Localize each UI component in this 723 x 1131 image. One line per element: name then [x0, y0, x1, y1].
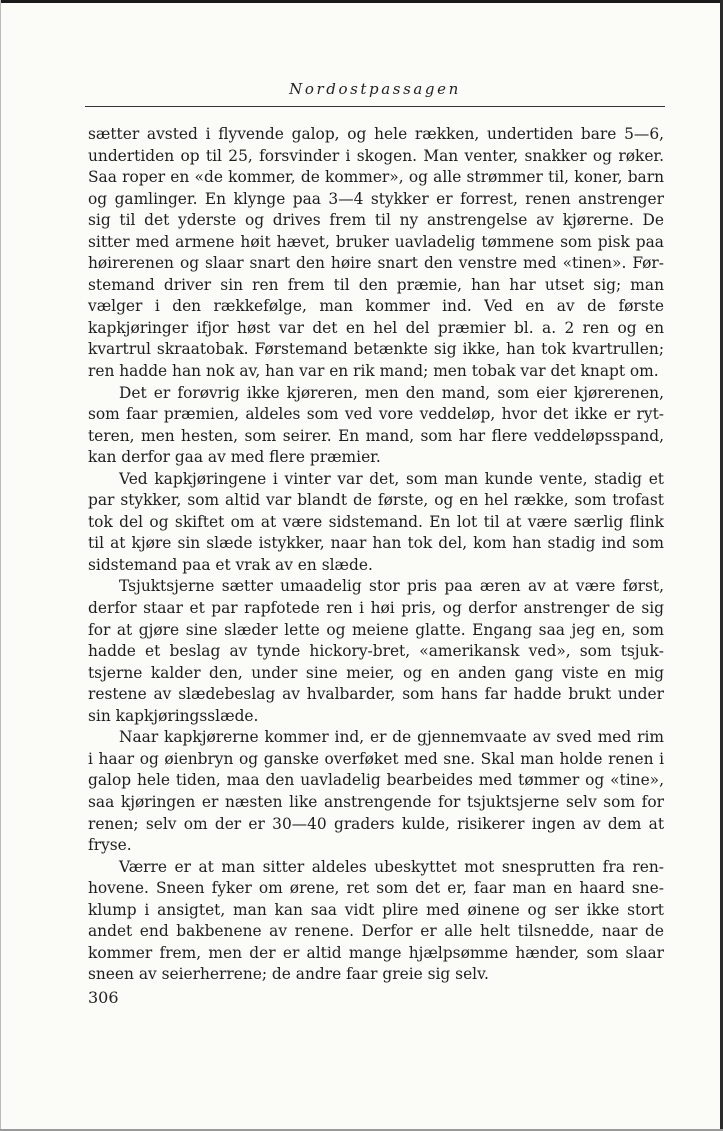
paragraph: Naar kapkjørerne kommer ind, er de gjennemvaate av sved med rim i haar og øienbryn og ganske overføket med sne. Skal man holde renen i galop hele tiden, maa den uavladelig bearbeides med tømmer og «tine», saa kjøringen er næsten like anstrengende for tsjuktsjerne selv som for renen; selv om der er 30—40 graders kulde, risikerer ingen av dem at fryse. — [88, 728, 664, 855]
running-header: Nordostpassagen — [289, 80, 461, 98]
paragraph: Tsjuktsjerne sætter umaadelig stor pris paa æren av at være først, derfor staar et par rapfotede ren i høi pris, og derfor anstrenger de sig for at gjøre sine slæder lette og meiene glatte. Engang saa jeg en, som hadde et beslag av tynde hickory-bret, «amerikansk ved», som tsjuktsjerne kalder den, under sine meier, og en anden gang viste en mig restene av slædebeslag av hvalbarder, som hans far hadde brukt under sin kapkjøringsslæde. — [88, 577, 664, 725]
paragraph: Det er forøvrig ikke kjøreren, men den mand, som eier kjørerenen, som faar præmien, aldeles som ved vore veddeløp, hvor det ikke er rytteren, men hesten, som seirer. En mand, som har flere veddeløpsspand, kan derfor gaa av med flere præmier. — [88, 383, 664, 467]
paragraph: Værre er at man sitter aldeles ubeskyttet mot snesprutten fra renhovene. Sneen fyker om ørene, ret som det er, faar man en haard sneklump i ansigtet, man kan saa vidt plire med øinene og ser ikke stort andet end bakbenene av renene. Derfor er alle helt tilsnedde, naar de kommer frem, men der er altid mange hjælpsømme hænder, som slaar sneen av seierherrene; de andre faar greie sig selv. — [88, 857, 664, 984]
paragraph: Ved kapkjøringene i vinter var det, som man kunde vente, stadig et par stykker, som altid var blandt de første, og en hel række, som trofast tok del og skiftet om at være sidstemand. En lot til at være særlig flink til at kjøre sin slæde istykker, naar han tok del, kom han stadig ind som sidstemand paa et vrak av en slæde. — [88, 469, 664, 574]
body-text — [88, 124, 664, 986]
paragraph: sætter avsted i flyvende galop, og hele rækken, undertiden bare 5—6, undertiden op til 25, forsvinder i skogen. Man venter, snakker og røker. Saa roper en «de kommer, de kommer», og alle strømmer til, koner, barn og gamlinger. En klynge paa 3—4 stykker er forrest, renen anstrenger sig til det yderste og drives frem til ny anstrengelse av kjørerne. De sitter med armene høit hævet, bruker uavladelig tømmene som pisk paa høirerenen og slaar snart den høire snart den venstre med «tinen». Førstemand driver sin ren frem til den præmie, han har utset sig; man vælger i den rækkefølge, man kommer ind. Ved en av de første kapkjøringer ifjor høst var det en hel del præmier bl. a. 2 ren og en kvartrul skraatobak. Førstemand betænkte sig ikke, han tok kvartrullen; ren hadde han nok av, han var en rik mand; men tobak var det knapt om. — [88, 125, 664, 381]
scan-edge-left — [0, 0, 1, 1131]
scan-edge-top — [0, 0, 723, 3]
header-rule — [85, 106, 665, 107]
page-number: 306 — [88, 988, 119, 1007]
